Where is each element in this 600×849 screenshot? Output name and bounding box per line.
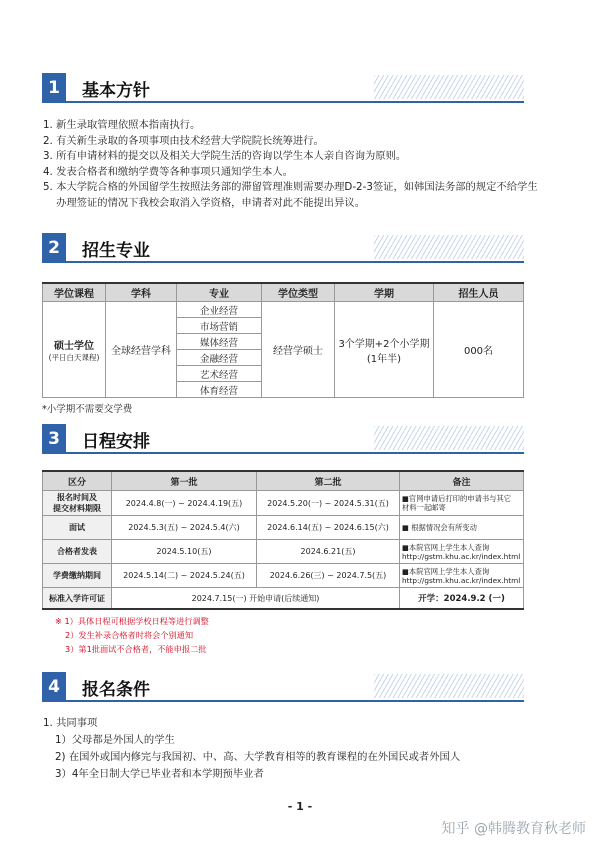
note-cell: ■ 根据情况会有所变动 xyxy=(400,516,524,540)
start-cell: 开学：2024.9.2 (一) xyxy=(400,588,524,610)
schedule-note: 3）第1批面试不合格者，不能申报二批 xyxy=(65,644,207,654)
watermark: 知乎 @韩腾教育秋老师 xyxy=(441,821,586,837)
section-header-2 xyxy=(42,233,524,263)
list-item: 3）4年全日制大学已毕业者和本学期预毕业者 xyxy=(55,768,264,780)
major-cell: 金融经营 xyxy=(177,350,262,366)
table-header: 备注 xyxy=(400,471,524,491)
table-header: 学期 xyxy=(335,283,434,302)
list-item: 4. 发表合格者和缴纳学费等各种事项只通知学生本人。 xyxy=(43,165,293,178)
table-row xyxy=(43,540,524,564)
divider xyxy=(66,700,524,702)
major-cell: 体育经营 xyxy=(177,382,262,398)
section-title: 日程安排 xyxy=(82,432,150,452)
section-header-4 xyxy=(42,672,524,702)
permit-cell: 2024.7.15(一) 开始申请(后续通知) xyxy=(112,588,400,610)
batch2-cell: 2024.6.21(五) xyxy=(257,540,400,564)
batch1-cell: 2024.4.8(一) ~ 2024.4.19(五) xyxy=(112,491,257,516)
section-header-3 xyxy=(42,424,524,454)
dept-cell: 全球经营学科 xyxy=(106,302,177,398)
note-cell: ■本院官网上学生本人查询 http://gstm.khu.ac.kr/index.html xyxy=(400,564,524,588)
degree-type-cell: 经营学硕士 xyxy=(262,302,335,398)
major-cell: 媒体经营 xyxy=(177,334,262,350)
section-title: 报名条件 xyxy=(82,680,150,700)
table-header: 招生人员 xyxy=(434,283,524,302)
table-row xyxy=(43,564,524,588)
conditions-list xyxy=(43,715,460,783)
batch2-cell: 2024.6.14(五) ~ 2024.6.15(六) xyxy=(257,516,400,540)
note-cell: ■官网申请后打印的申请书与其它 材料一起邮寄 xyxy=(400,491,524,516)
section-number: 4 xyxy=(42,672,66,702)
count-cell: 000名 xyxy=(434,302,524,398)
batch1-cell: 2024.5.14(二) ~ 2024.5.24(五) xyxy=(112,564,257,588)
table-row xyxy=(43,516,524,540)
row-label: 标准入学许可证 xyxy=(43,588,112,610)
table-row xyxy=(43,491,524,516)
major-cell: 企业经营 xyxy=(177,302,262,318)
divider xyxy=(66,452,524,454)
table-header: 第一批 xyxy=(112,471,257,491)
policy-list xyxy=(43,118,538,211)
divider xyxy=(66,261,524,263)
degree-label: 硕士学位 xyxy=(54,340,94,352)
majors-table xyxy=(42,282,524,398)
term-sub: (1年半) xyxy=(366,353,402,365)
schedule-note: 2）发生补录合格者时将会个别通知 xyxy=(65,630,194,640)
decorative-hatch xyxy=(374,426,524,450)
note-cell: ■本院官网上学生本人查询 http://gstm.khu.ac.kr/index.html xyxy=(400,540,524,564)
degree-sub: (平日白天课程) xyxy=(48,352,100,362)
section-number: 2 xyxy=(42,233,66,263)
schedule-table xyxy=(42,470,524,610)
term-label: 3个学期+2个小学期 xyxy=(338,338,430,350)
list-item: 3. 所有申请材料的提交以及相关大学院生活的咨询以学生本人亲自咨询为原则。 xyxy=(43,150,407,162)
batch2-cell: 2024.6.26(三) ~ 2024.7.5(五) xyxy=(257,564,400,588)
section-number: 1 xyxy=(42,73,66,103)
decorative-hatch xyxy=(374,235,524,259)
majors-note: *小学期不需要交学费 xyxy=(42,404,133,415)
major-cell: 艺术经营 xyxy=(177,366,262,382)
table-header: 专业 xyxy=(177,283,262,302)
decorative-hatch xyxy=(374,75,524,99)
table-header: 第二批 xyxy=(257,471,400,491)
row-label: 学费缴纳期间 xyxy=(43,564,112,588)
list-item: 5. 本大学院合格的外国留学生按照法务部的滞留管理准则需要办理D-2-3签证，如韩国法务部的规定不给学生 xyxy=(43,181,538,193)
batch2-cell: 2024.5.20(一) ~ 2024.5.31(五) xyxy=(257,491,400,516)
section-number: 3 xyxy=(42,424,66,454)
list-item: 2. 有关新生录取的各项事项由技术经营大学院院长统筹进行。 xyxy=(43,134,324,147)
row-label: 面试 xyxy=(43,516,112,540)
section-title: 基本方针 xyxy=(82,81,150,101)
table-header: 学科 xyxy=(106,283,177,302)
term-cell xyxy=(335,302,434,398)
list-item: 办理签证的情况下我校会取消入学资格，申请者对此不能提出异议。 xyxy=(43,196,365,209)
table-header: 学位课程 xyxy=(43,283,106,302)
list-item: 1）父母都是外国人的学生 xyxy=(55,734,175,746)
decorative-hatch xyxy=(374,674,524,698)
page-number: - 1 - xyxy=(287,800,313,813)
batch1-cell: 2024.5.3(五) ~ 2024.5.4(六) xyxy=(112,516,257,540)
table-header: 学位类型 xyxy=(262,283,335,302)
table-row xyxy=(43,588,524,610)
row-label: 报名时间及 提交材料期限 xyxy=(43,491,112,516)
table-header: 区分 xyxy=(43,471,112,491)
batch1-cell: 2024.5.10(五) xyxy=(112,540,257,564)
list-item: 1. 新生录取管理依照本指南执行。 xyxy=(43,119,201,131)
section-title: 招生专业 xyxy=(82,241,150,261)
list-item: 1. 共同事项 xyxy=(43,717,98,729)
degree-cell xyxy=(43,302,106,398)
schedule-note: ※ 1）具体日程可根据学校日程等进行调整 xyxy=(55,616,209,626)
list-item: 2) 在国外或国内修完与我国初、中、高、大学教育相等的教育课程的在外国民或者外国人 xyxy=(55,751,461,763)
divider xyxy=(66,101,524,103)
major-cell: 市场营销 xyxy=(177,318,262,334)
row-label: 合格者发表 xyxy=(43,540,112,564)
section-header-1 xyxy=(42,73,524,103)
